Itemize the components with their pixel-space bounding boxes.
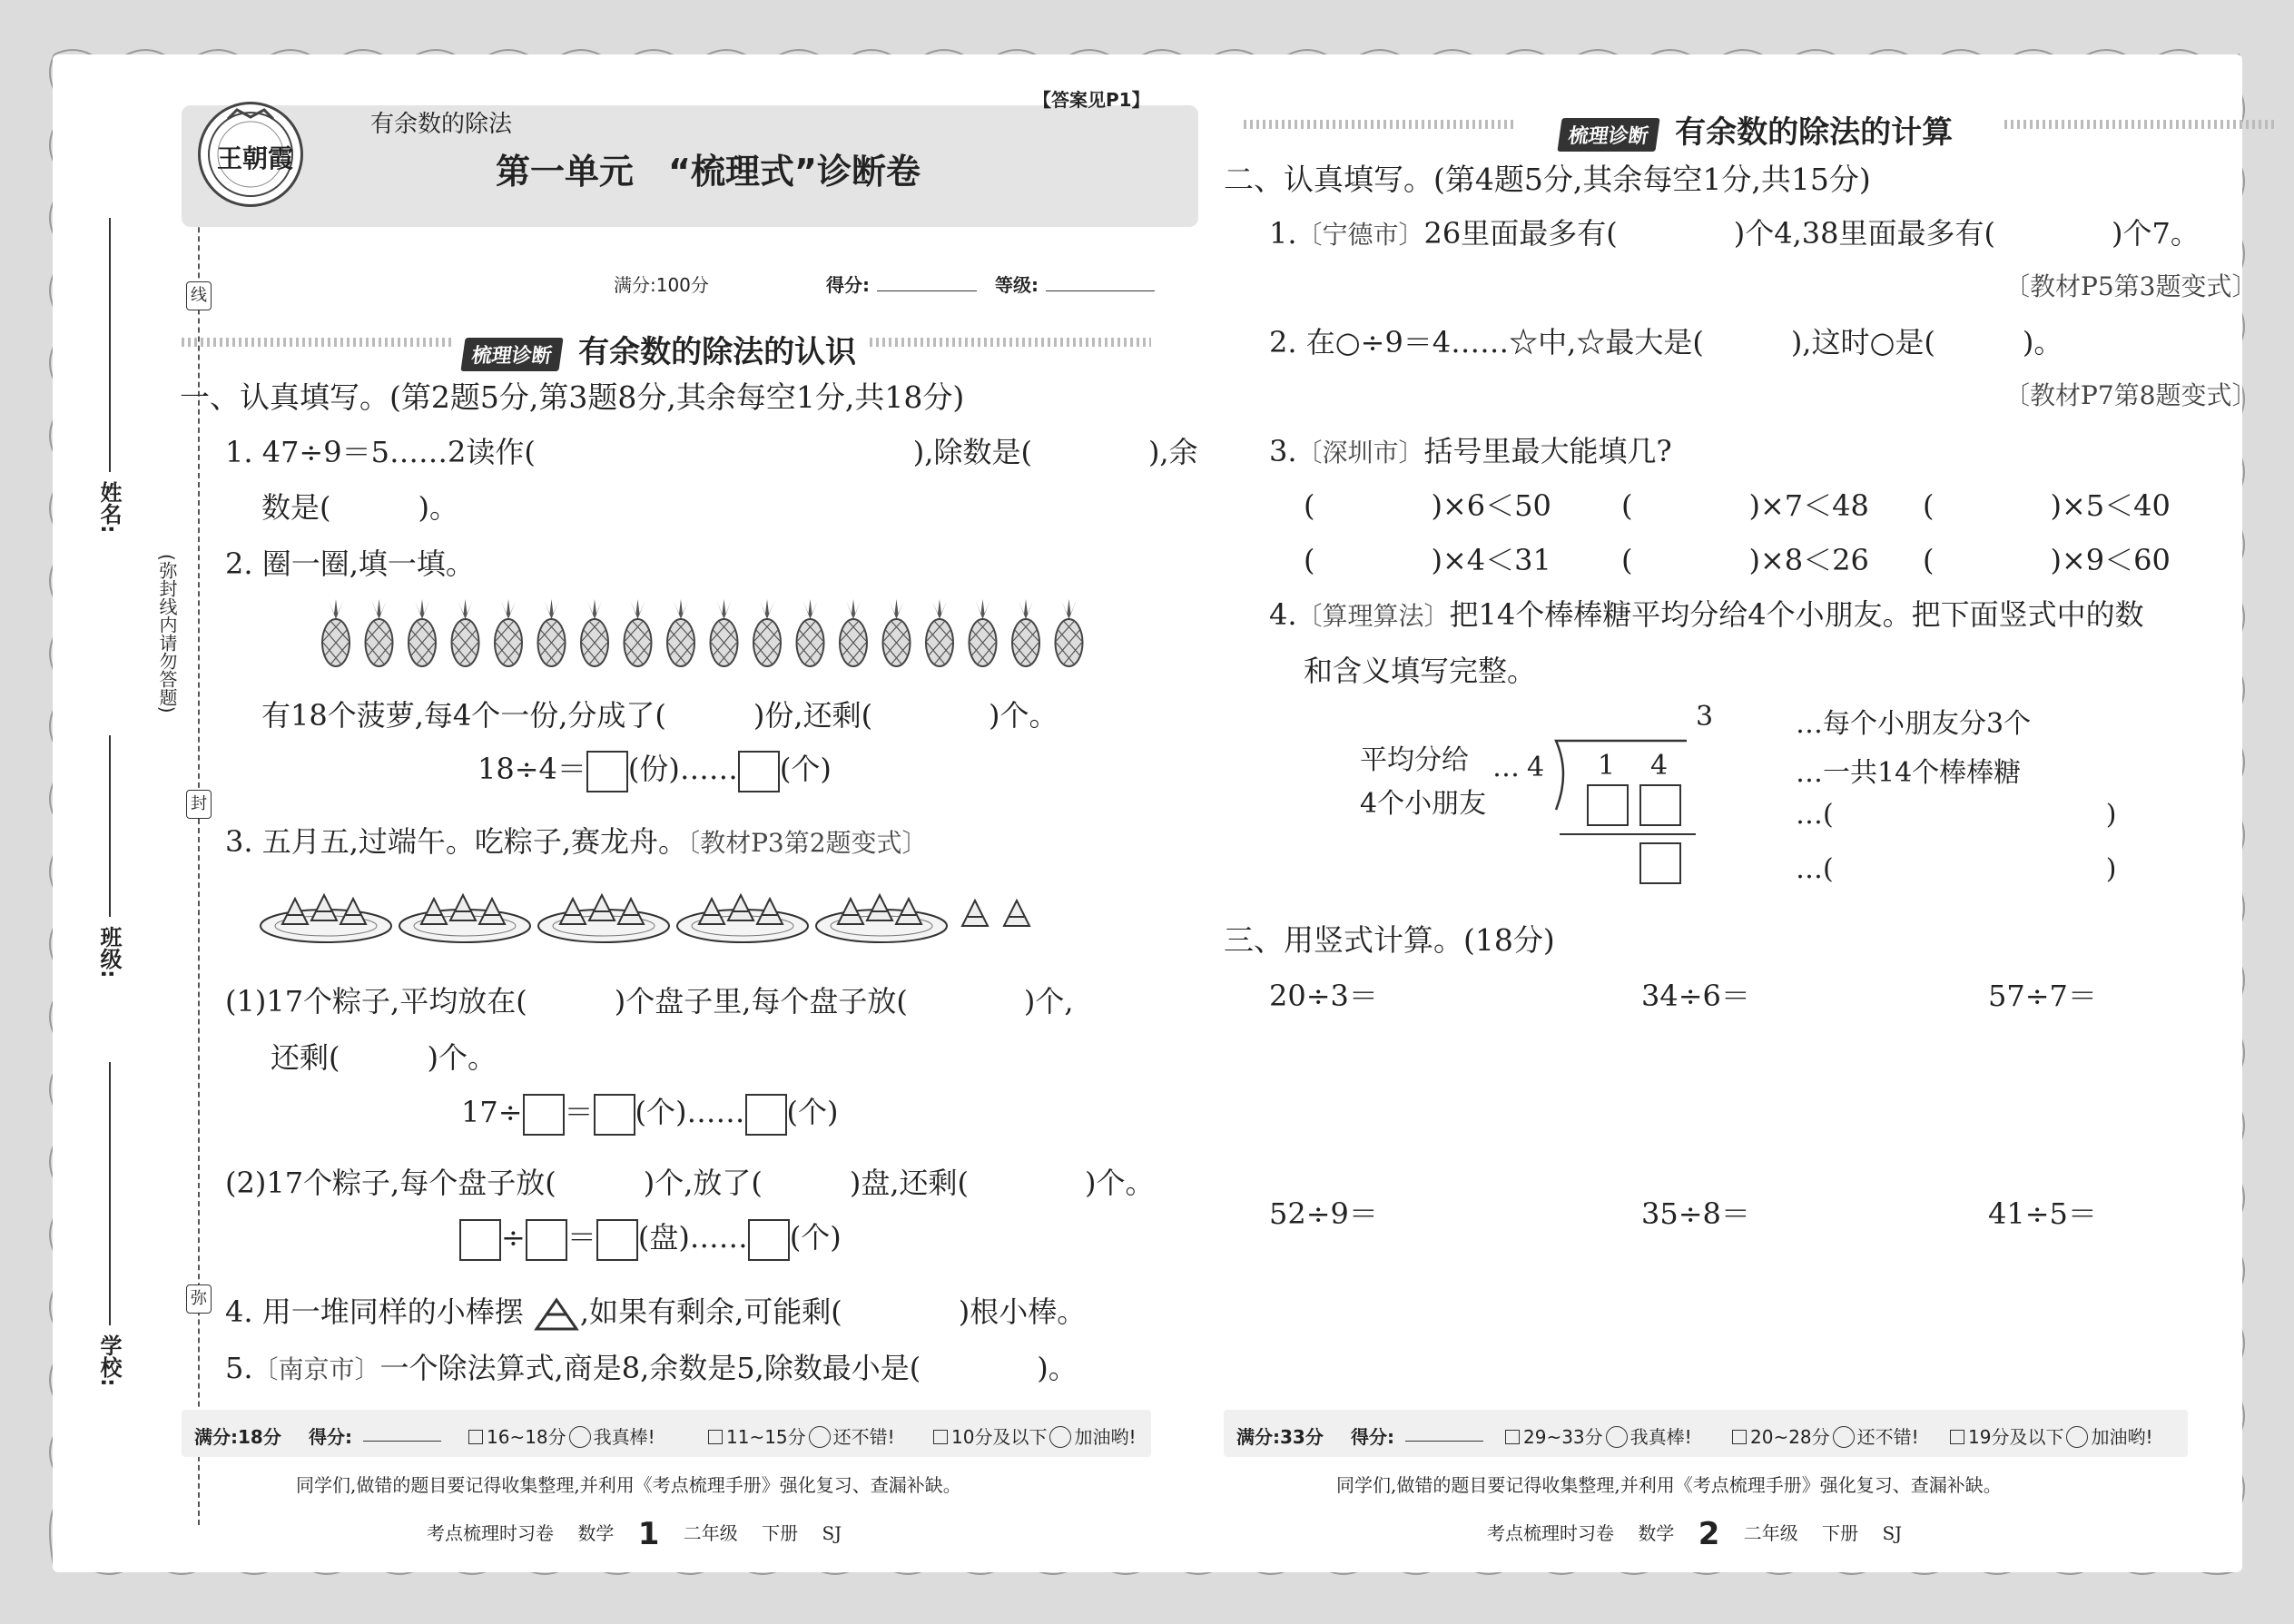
brand-logo [198,102,303,207]
pineapple-icon [625,599,652,666]
seal-mark-line: 线 [186,281,212,310]
q4-text: ,如果有剩余,可能剩( )根小棒。 [579,1294,1087,1329]
r-q3 [1269,428,1672,470]
q3-1-equation [461,1089,839,1136]
smile-face-icon [569,1426,591,1448]
ld-left-label-2: 4个小朋友 [1360,788,1487,820]
pineapple-icon [926,599,953,666]
r-q3-item: ( )×8＜26 [1621,543,1869,577]
pineapple-icon [1056,599,1083,666]
r-q3-item: ( )×9＜60 [1923,543,2171,577]
eq-part: ＝ [564,1095,594,1129]
pineapple-icon [1012,599,1039,666]
rating-range: 11~15分 [726,1426,806,1448]
eq-part: (个) [789,1220,842,1255]
section-divider [2004,120,2277,129]
answer-box[interactable] [596,1219,638,1261]
part1-heading: 一、认真填写。(第2题5分,第3题8分,其余每空1分,共18分) [180,379,965,415]
smile-face-icon [809,1426,831,1448]
q3-title-text: 3. 五月五,过端午。吃粽子,赛龙舟。 [225,824,688,859]
r-q4-number: 4. [1269,597,1297,632]
ld-product-box-ones[interactable] [1639,784,1681,826]
pineapple-icon [970,599,997,666]
eq-part: ＝ [566,1220,596,1255]
page-footer [427,1516,842,1552]
rating-text: 我真棒! [1629,1426,1692,1448]
r-q4-tag: 〔算理算法〕 [1296,601,1450,631]
zongzi-icon [962,901,988,926]
score-bar-got: 得分: [309,1426,352,1448]
r-q4-line2: 和含义填写完整。 [1304,654,1537,688]
q5-tag: 〔南京市〕 [252,1354,380,1384]
ld-divisor: 4 [1527,752,1545,783]
zongzi-icon [867,895,892,920]
smile-face-icon [1606,1426,1628,1448]
rating-text: 加油哟! [2091,1426,2153,1448]
ld-dots: … [1492,752,1520,783]
r-q3-item: ( )×5＜40 [1923,488,2171,523]
calc-item: 57÷7＝ [1988,979,2097,1013]
smile-face-icon [1833,1426,1855,1448]
r-q1-number: 1. [1269,216,1297,251]
seal-warning: (弥封线内请勿答题) [156,554,178,714]
r-q3-item: ( )×6＜50 [1304,488,1551,523]
q3-title [225,819,928,861]
rating-text: 还不错! [832,1426,895,1448]
answer-box[interactable] [748,1219,790,1261]
pineapple-icon [366,599,393,666]
score-bar-full: 满分:18分 [194,1426,281,1448]
q3-2-equation [459,1215,842,1261]
answer-box[interactable] [526,1219,567,1261]
part2-heading: 二、认真填写。(第4题5分,其余每空1分,共15分) [1224,162,1871,197]
answer-box[interactable] [523,1094,565,1136]
topic-label: 有余数的除法 [370,111,513,138]
section-title: 有余数的除法的计算 [1675,114,1954,151]
r-q2-reference: 〔教材P7第8题变式〕 [2004,380,2258,410]
ld-note-4[interactable]: …( ) [1796,853,2117,885]
r-q2: 2. 在○÷9＝4……☆中,☆最大是( ),这时○是( )。 [1269,325,2063,359]
r-q3-number: 3. [1269,434,1297,468]
q2-eq-part: (个) [779,752,832,786]
pineapple-icon [452,599,479,666]
zongzi-icon [589,895,615,920]
school-label: 学校: [96,1334,122,1387]
plate-icon [677,895,808,942]
pineapple-icon [322,599,350,666]
q2-eq-part: 18÷4＝ [478,752,586,786]
answer-box[interactable] [594,1094,635,1136]
eq-part: (盘)…… [637,1220,748,1255]
rating-text: 还不错! [1856,1426,1919,1448]
q5-number: 5. [225,1351,253,1385]
ld-quotient: 3 [1696,701,1714,733]
r-q4-text: 把14个棒棒糖平均分给4个小朋友。把下面竖式中的数 [1449,597,2144,632]
pineapple-icon [797,599,824,666]
page-right [1224,54,2268,1572]
q2-equation [478,746,832,792]
q2-text: 有18个菠萝,每4个一份,分成了( )份,还剩( )个。 [261,698,1058,733]
review-note: 同学们,做错的题目要记得收集整理,并利用《考点梳理手册》强化复习、查漏补缺。 [1336,1474,2002,1496]
q5 [225,1345,1078,1387]
r-q1-text: 26里面最多有( )个4,38里面最多有( )个7。 [1423,216,2200,251]
section-header [463,327,856,371]
ld-dividend-ones: 4 [1650,750,1669,782]
page-number: 2 [1698,1516,1720,1552]
q4-text: 4. 用一堆同样的小棒摆 [225,1294,524,1329]
plate-icon [538,895,669,942]
rating-good[interactable] [708,1422,895,1449]
r-q1-tag: 〔宁德市〕 [1296,220,1424,250]
calc-item: 35÷8＝ [1641,1196,1750,1231]
section-tag: 梳理诊断 [1557,118,1659,152]
ld-subtract-line [1560,833,1696,835]
q2-title: 2. 圈一圈,填一填。 [225,546,475,581]
section-divider [870,338,1151,347]
plate-icon [399,895,530,942]
footer-code: SJ [1882,1522,1903,1544]
r-q3-item: ( )×7＜48 [1621,488,1869,523]
grade-field[interactable] [1046,290,1155,291]
footer-series: 考点梳理时习卷 [427,1522,554,1544]
answer-box[interactable] [459,1219,501,1261]
plate-icon [816,895,947,942]
rating-range: 10分及以下 [951,1426,1048,1448]
eq-part: (个) [786,1095,839,1129]
pineapple-icon [581,599,608,666]
grade-label: 等级: [995,274,1039,296]
zongzi-plates [257,879,1128,951]
r-q3-item: ( )×4＜31 [1304,543,1551,577]
section-header [1560,107,1953,152]
rating-range: 16~18分 [487,1426,566,1448]
rating-try[interactable] [933,1422,1136,1449]
calc-item: 34÷6＝ [1641,979,1750,1013]
footer-grade: 二年级 [1743,1522,1798,1544]
pineapple-icon [667,599,694,666]
part3-heading: 三、用竖式计算。(18分) [1224,922,1555,958]
rating-excellent[interactable] [468,1422,655,1449]
section-tag: 梳理诊断 [460,338,563,371]
answer-box[interactable] [586,751,628,792]
ld-left-label-1: 平均分给 [1360,744,1469,776]
rating-text: 我真棒! [593,1426,655,1448]
answer-reference: 【答案见P1】 [1033,89,1150,111]
zongzi-icon [728,895,753,920]
q4 [225,1289,1086,1333]
rating-good[interactable] [1732,1422,1919,1449]
page-footer [1487,1516,1902,1552]
score-bar-got: 得分: [1351,1426,1394,1448]
answer-box[interactable] [738,751,780,792]
pineapple-icon [883,599,911,666]
ld-product-box-tens[interactable] [1587,784,1629,826]
score-bar-field[interactable] [1405,1441,1483,1442]
pineapple-icon [753,599,781,666]
pineapple-row [316,599,1097,672]
answer-box[interactable] [745,1094,787,1136]
q5-text: 一个除法算式,商是8,余数是5,除数最小是( )。 [379,1351,1078,1385]
calc-item: 20÷3＝ [1269,979,1378,1013]
ld-dividend-tens: 1 [1598,750,1616,782]
footer-series: 考点梳理时习卷 [1487,1522,1614,1544]
ld-remainder-box[interactable] [1639,842,1681,884]
pineapple-icon [538,599,566,666]
exam-sheet [53,54,2258,1572]
rating-range: 20~28分 [1750,1426,1830,1448]
q3-1-line1: (1)17个粽子,平均放在( )个盘子里,每个盘子放( )个, [225,984,1074,1019]
score-bar-field[interactable] [363,1441,441,1442]
page-left [53,54,1198,1572]
rating-range: 19分及以下 [1968,1426,2064,1448]
eq-part: ÷ [501,1220,526,1255]
ld-note-2: …一共14个棒棒糖 [1796,757,2022,789]
zongzi-icon [311,895,337,920]
score-bar-full: 满分:33分 [1236,1426,1324,1448]
calc-item: 52÷9＝ [1269,1196,1378,1231]
pineapple-icon [409,599,436,666]
footer-subject: 数学 [577,1522,615,1544]
seal-mark-seal: 封 [186,790,212,819]
rating-text: 加油哟! [1074,1426,1137,1448]
eq-part: 17÷ [461,1095,523,1129]
score-bar [182,1410,1151,1457]
score-bar [1224,1410,2188,1457]
q3-reference: 〔教材P3第2题变式〕 [687,828,928,858]
q1-line2: 数是( )。 [261,490,458,525]
pineapple-icon [495,599,522,666]
cheer-face-icon [2066,1426,2088,1448]
r-q3-tag: 〔深圳市〕 [1296,438,1424,468]
logo-text: 王朝霞 [217,143,294,173]
r-q1 [1269,211,2200,252]
r-q4 [1269,592,2144,634]
zongzi-icon [1004,901,1029,926]
cheer-face-icon [1049,1426,1071,1448]
score-label: 得分: [826,274,870,296]
class-label: 班级: [96,926,122,979]
footer-subject: 数学 [1638,1522,1675,1544]
name-label: 姓名: [96,481,122,534]
r-q1-reference: 〔教材P5第3题变式〕 [2004,271,2258,301]
calc-item: 41÷5＝ [1988,1196,2097,1231]
rating-try[interactable] [1950,1422,2152,1449]
footer-code: SJ [822,1522,842,1544]
section-divider [1244,120,1516,129]
ld-note-3[interactable]: …( ) [1796,799,2117,831]
plate-icon [261,895,391,942]
q2-eq-part: (份)…… [627,752,738,786]
paper-title: 第一单元 “梳理式”诊断卷 [496,152,921,192]
rating-excellent[interactable] [1505,1422,1692,1449]
review-note: 同学们,做错的题目要记得收集整理,并利用《考点梳理手册》强化复习、查漏补缺。 [296,1474,961,1496]
pineapple-icon [840,599,867,666]
rating-range: 29~33分 [1523,1426,1603,1448]
q3-2-line: (2)17个粽子,每个盘子放( )个,放了( )盘,还剩( )个。 [225,1166,1155,1200]
footer-grade: 二年级 [683,1522,738,1544]
ld-note-1: …每个小朋友分3个 [1796,708,2032,740]
triangle-sticks-icon [533,1296,580,1333]
score-field[interactable] [877,290,977,291]
pineapple-icon [711,599,738,666]
r-q3-text: 括号里最大能填几? [1423,434,1672,468]
q1-line1: 1. 47÷9＝5……2读作( ),除数是( ),余 [225,435,1198,469]
seal-mark-mi: 弥 [186,1284,212,1314]
zongzi-icon [450,895,476,920]
eq-part: (个)…… [635,1095,745,1129]
footer-volume: 下册 [762,1522,799,1544]
section-title: 有余数的除法的认识 [578,334,857,370]
section-divider [182,338,454,347]
footer-volume: 下册 [1822,1522,1859,1544]
page-number: 1 [637,1516,660,1552]
q3-1-line2: 还剩( )个。 [271,1040,497,1075]
full-score: 满分:100分 [614,274,709,296]
